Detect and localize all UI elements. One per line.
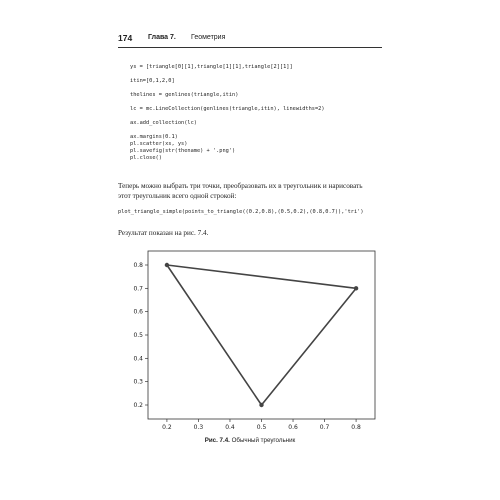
x-tick-label: 0.7 — [319, 424, 330, 431]
figure-caption-text: Обычный треугольник — [231, 437, 296, 444]
data-point — [165, 263, 169, 267]
triangle-series-line — [167, 265, 356, 405]
code-line: pl.savefig(str(thename) + '.png') — [130, 148, 236, 154]
chapter-title: Геометрия — [191, 34, 226, 41]
code-line: lc = mc.LineCollection(genlines(triangle,itin), linewidths=2) — [130, 106, 325, 112]
code-line: pl.scatter(xs, ys) — [130, 141, 188, 147]
code-line-plot-call: plot_triangle_simple(points_to_triangle((0.2,0.8),(0.5,0.2),(0.8,0.7)),'tri') — [118, 209, 364, 215]
chapter-label: Глава 7. — [148, 34, 176, 41]
y-tick-label: 0.6 — [133, 308, 143, 316]
data-point — [259, 403, 263, 407]
x-tick-label: 0.3 — [193, 424, 204, 431]
code-line: pl.close() — [130, 155, 162, 161]
paragraph-result: Результат показан на рис. 7.4. — [118, 229, 209, 237]
code-line: ax.margins(0.1) — [130, 134, 178, 140]
y-tick-label: 0.2 — [133, 402, 143, 409]
y-tick-label: 0.7 — [133, 285, 143, 293]
figure-caption-label: Рис. 7.4. — [204, 437, 230, 444]
x-tick-label: 0.8 — [351, 424, 361, 431]
code-line: itin=[0,1,2,0] — [130, 78, 175, 84]
y-tick-label: 0.5 — [133, 332, 143, 339]
paragraph-line: этот треугольник всего одной строкой: — [118, 192, 237, 200]
data-point — [354, 286, 358, 290]
page-number: 174 — [118, 33, 133, 43]
y-tick-label: 0.8 — [133, 262, 143, 269]
x-tick-label: 0.2 — [162, 424, 172, 431]
x-tick-label: 0.5 — [256, 424, 267, 431]
paragraph-line: Теперь можно выбрать три точки, преобразовать их в треугольник и нарисовать — [118, 182, 363, 190]
x-tick-label: 0.4 — [225, 424, 235, 431]
code-line: thelines = genlines(triangle,itin) — [130, 92, 239, 98]
y-tick-label: 0.3 — [133, 378, 143, 386]
code-line: ax.add_collection(lc) — [130, 120, 197, 126]
y-tick-label: 0.4 — [133, 355, 143, 363]
figure-caption — [0, 437, 500, 444]
code-line: ys = [triangle[0][1],triangle[1][1],triangle[2][1]] — [130, 64, 293, 70]
x-tick-label: 0.6 — [288, 424, 298, 431]
